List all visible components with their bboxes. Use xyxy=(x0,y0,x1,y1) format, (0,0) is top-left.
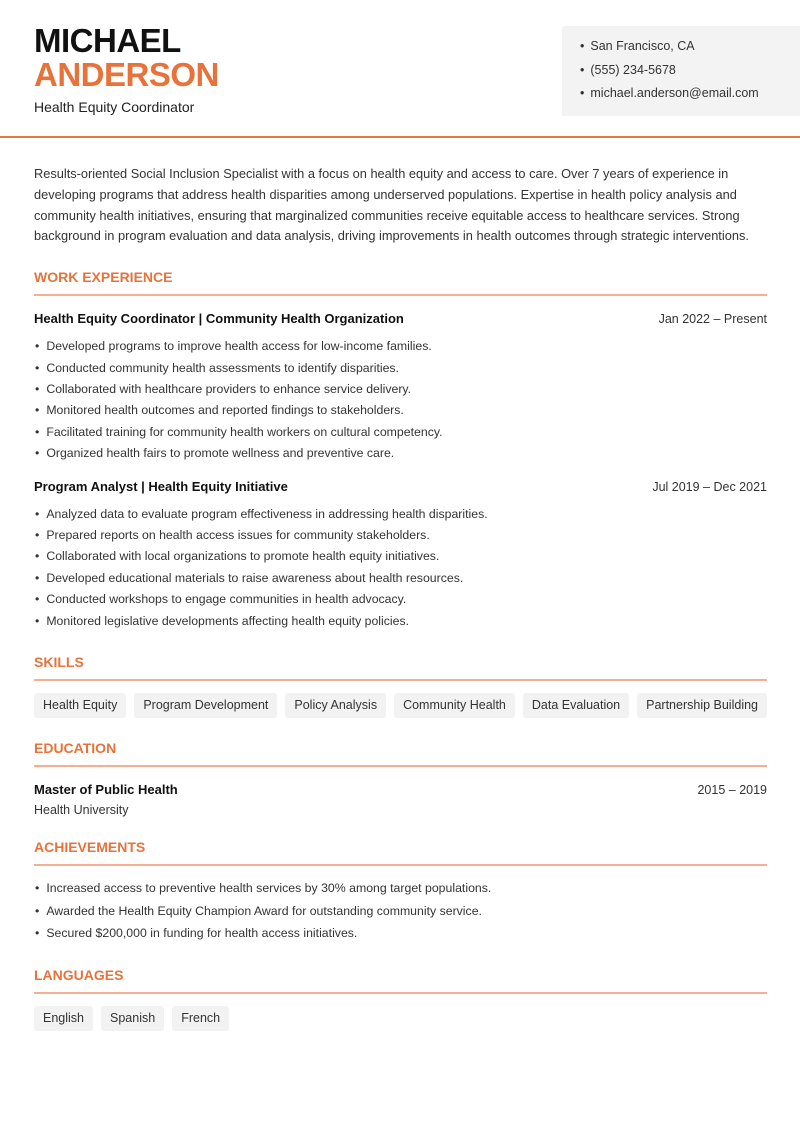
list-item: • Analyzed data to evaluate program effectiveness in addressing health disparities. xyxy=(34,504,767,525)
contact-phone: • (555) 234-5678 xyxy=(580,62,800,86)
school: Health University xyxy=(34,803,129,818)
list-item: • Developed educational materials to raise awareness about health resources. xyxy=(34,568,767,589)
skill-tag: Health Equity xyxy=(34,693,126,718)
summary: Results-oriented Social Inclusion Specialist with a focus on health equity and access to care. Over 7 years of experience in developing programs that address health disparities among underserved populations. Expertise in health policy analysis and community health initiatives, ensuring that marginalized communities receive equitable access to healthcare services. Strong background in program evaluation and data analysis, driving improvements in health outcomes through strategic interventions. xyxy=(34,166,749,244)
skill-tag: Partnership Building xyxy=(637,693,767,718)
contact-box xyxy=(562,26,800,116)
job-title: Health Equity Coordinator xyxy=(34,99,195,115)
language-tag: English xyxy=(34,1006,93,1031)
resume-header xyxy=(0,0,800,138)
language-tag: French xyxy=(172,1006,229,1031)
degree: Master of Public Health xyxy=(34,782,178,798)
list-item: • Increased access to preventive health services by 30% among target populations. xyxy=(34,877,767,900)
skill-tag: Data Evaluation xyxy=(523,693,629,718)
list-item: • Monitored health outcomes and reported findings to stakeholders. xyxy=(34,400,767,421)
section-title-languages: LANGUAGES xyxy=(34,967,767,994)
list-item: • Organized health fairs to promote wellness and preventive care. xyxy=(34,443,767,464)
list-item: • Collaborated with healthcare providers to enhance service delivery. xyxy=(34,379,767,400)
job-heading: Health Equity Coordinator | Community Health Organization xyxy=(34,311,404,327)
contact-email: • michael.anderson@email.com xyxy=(580,85,800,109)
job-heading: Program Analyst | Health Equity Initiative xyxy=(34,478,288,494)
job-entry xyxy=(34,311,767,464)
language-tag: Spanish xyxy=(101,1006,164,1031)
section-title-achievements: ACHIEVEMENTS xyxy=(34,839,767,866)
list-item: • Collaborated with local organizations to promote health equity initiatives. xyxy=(34,546,767,567)
list-item: • Prepared reports on health access issues for community stakeholders. xyxy=(34,525,767,546)
education-dates: 2015 – 2019 xyxy=(697,783,767,798)
job-dates: Jan 2022 – Present xyxy=(658,312,767,327)
list-item: • Monitored legislative developments affecting health equity policies. xyxy=(34,611,767,632)
last-name: ANDERSON xyxy=(34,56,219,93)
list-item: • Awarded the Health Equity Champion Award for outstanding community service. xyxy=(34,900,767,923)
list-item: • Conducted community health assessments to identify disparities. xyxy=(34,358,767,379)
skills-list xyxy=(34,693,767,718)
skill-tag: Policy Analysis xyxy=(285,693,386,718)
list-item: • Secured $200,000 in funding for health access initiatives. xyxy=(34,922,767,945)
contact-location: • San Francisco, CA xyxy=(580,38,800,62)
section-title-skills: SKILLS xyxy=(34,654,767,681)
job-entry xyxy=(34,479,767,632)
languages-list xyxy=(34,1006,767,1031)
list-item: • Conducted workshops to engage communities in health advocacy. xyxy=(34,589,767,610)
job-dates: Jul 2019 – Dec 2021 xyxy=(652,479,767,494)
skill-tag: Community Health xyxy=(394,693,515,718)
first-name: MICHAEL xyxy=(34,22,181,59)
section-title-work: WORK EXPERIENCE xyxy=(34,269,767,296)
list-item: • Facilitated training for community health workers on cultural competency. xyxy=(34,422,767,443)
list-item: • Developed programs to improve health access for low-income families. xyxy=(34,336,767,357)
skill-tag: Program Development xyxy=(134,693,277,718)
section-title-education: EDUCATION xyxy=(34,740,767,767)
